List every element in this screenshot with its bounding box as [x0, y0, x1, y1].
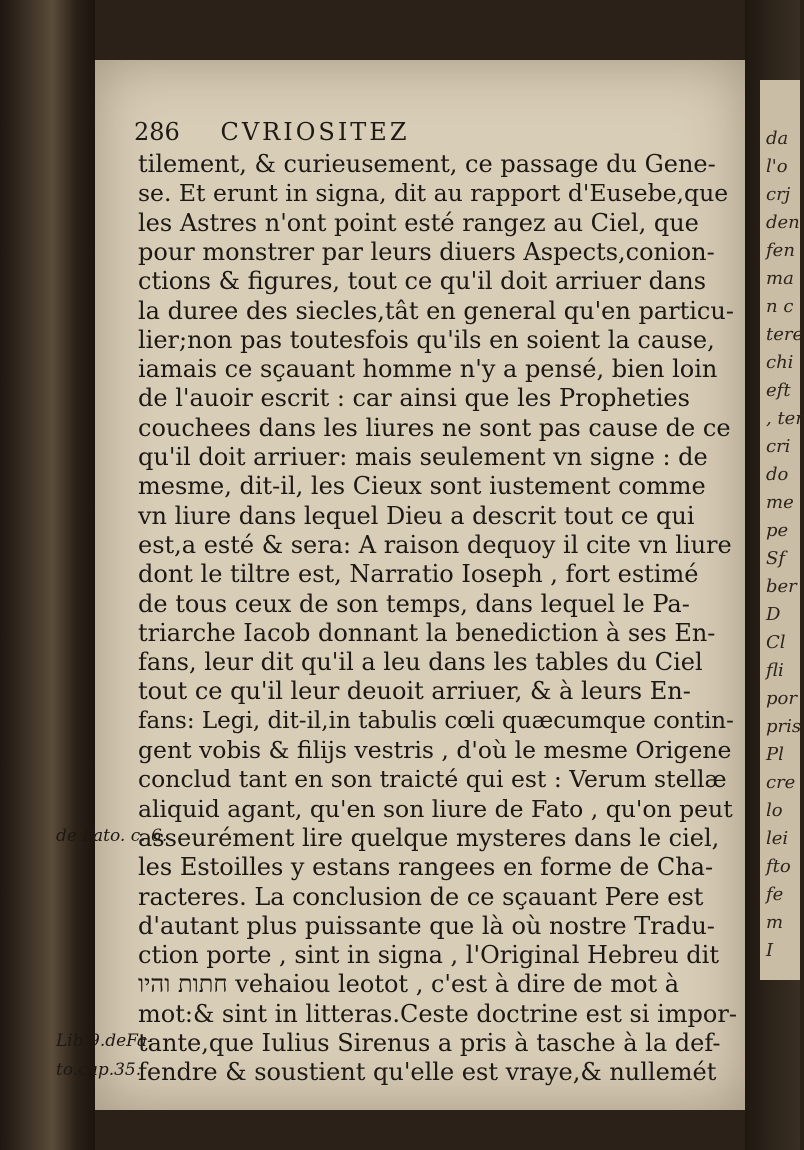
text-line: asseurément lire quelque mysteres dans le ciel,: [138, 823, 720, 852]
text-line: tante,que Iulius Sirenus a pris à tasche à la def-: [138, 1029, 721, 1057]
text-line: les Astres n'ont point esté rangez au Ciel, que: [138, 208, 699, 237]
facing-text-line: , ter: [766, 408, 804, 429]
text-line: les Estoilles y estans rangees en forme de Cha-: [138, 853, 714, 882]
facing-text-line: Sf: [766, 548, 785, 569]
facing-text-line: por: [766, 688, 797, 709]
text-line: se. Et erunt in signa, dit au rapport d'Eusebe,que: [138, 179, 729, 208]
facing-text-line: ma: [766, 268, 794, 289]
facing-text-line: pe: [766, 520, 789, 541]
facing-text-line: Pl: [766, 744, 784, 765]
text-line: dont le tiltre est, Narratio Ioseph , fort estimé: [138, 560, 699, 589]
facing-text-line: n c: [766, 296, 794, 317]
text-line: couchees dans les liures ne sont pas cause de ce: [138, 413, 731, 442]
facing-text-line: l'o: [766, 156, 788, 177]
text-line: ctions & figures, tout ce qu'il doit arriuer dans: [138, 267, 707, 296]
facing-text-line: den: [766, 212, 800, 233]
text-line: conclud tant en son traicté qui est : Verum stellæ: [138, 765, 727, 794]
facing-text-line: fto: [766, 856, 791, 877]
text-line: la duree des siecles,tât en general qu'en particu-: [138, 296, 734, 325]
text-line: racteres. La conclusion de ce sçauant Pere est: [138, 882, 704, 911]
margin-note: de Fato. c. 6.: [56, 825, 168, 846]
text-line: est,a esté & sera: A raison dequoy il cite vn liure: [138, 530, 732, 559]
facing-text-line: Cl: [766, 632, 786, 653]
text-line: aliquid agant, qu'en son liure de Fato , qu'on peut: [138, 794, 733, 823]
facing-page-fragment: [760, 80, 804, 980]
text-line: triarche Iacob donnant la benediction à ses En-: [138, 618, 716, 647]
text-line: pour monstrer par leurs diuers Aspects,conion-: [138, 237, 715, 266]
facing-text-line: do: [766, 464, 789, 485]
facing-text-line: lei: [766, 828, 789, 849]
facing-text-line: fen: [766, 240, 795, 261]
text-line: qu'il doit arriuer: mais seulement vn signe : de: [138, 443, 708, 471]
facing-text-line: ber: [766, 576, 797, 597]
facing-text-line: me: [766, 492, 794, 513]
text-line: mot:& sint in litteras.Ceste doctrine est si impor-: [138, 999, 737, 1028]
facing-text-line: cre: [766, 772, 796, 793]
text-line: iamais ce sçauant homme n'y a pensé, bien loin: [138, 355, 718, 384]
text-line: mesme, dit-il, les Cieux sont iustement comme: [138, 472, 706, 501]
facing-text-line: fe: [766, 884, 784, 905]
text-line: fendre & soustient qu'elle est vraye,& nullemét: [138, 1058, 717, 1087]
text-line: fans, leur dit qu'il a leu dans les tables du Ciel: [138, 648, 703, 677]
facing-text-line: tere: [766, 324, 804, 345]
text-line: חתות והיו vehaiou leotot , c'est à dire de mot à: [138, 970, 680, 999]
text-line: lier;non pas toutesfois qu'ils en soient la cause,: [138, 325, 715, 354]
facing-text-line: m: [766, 912, 784, 933]
margin-note: Lib.9.deFa-: [56, 1031, 153, 1051]
page-number: 286: [134, 118, 180, 146]
text-line: tout ce qu'il leur deuoit arriuer, & à leurs En-: [138, 677, 691, 706]
margin-note: to.cap.35.: [56, 1060, 142, 1081]
facing-text-line: lo: [766, 800, 783, 821]
facing-text-line: da: [766, 128, 789, 149]
book-gutter-left: [0, 0, 95, 1150]
text-line: tilement, & curieusement, ce passage du Gene-: [138, 150, 716, 178]
text-line: vn liure dans lequel Dieu a descrit tout ce qui: [138, 501, 695, 530]
facing-text-line: chi: [766, 352, 794, 373]
facing-text-line: eft: [766, 380, 791, 401]
text-line: de tous ceux de son temps, dans lequel le Pa-: [138, 589, 690, 618]
facing-text-line: D: [766, 604, 781, 625]
facing-text-line: crj: [766, 184, 791, 205]
running-head-title: CVRIOSITEZ: [220, 118, 410, 146]
text-line: fans: Legi, dit-il,in tabulis cœli quæcumque contin-: [138, 707, 734, 734]
facing-text-line: cri: [766, 436, 791, 457]
facing-text-line: pris: [766, 716, 802, 737]
facing-text-line: I: [766, 940, 774, 961]
text-line: de l'auoir escrit : car ainsi que les Propheties: [138, 384, 690, 413]
text-line: d'autant plus puissante que là où nostre Tradu-: [138, 911, 715, 940]
facing-text-line: fli: [766, 660, 784, 681]
running-head: [134, 118, 410, 146]
text-line: ction porte , sint in signa , l'Original Hebreu dit: [138, 941, 719, 970]
text-line: gent vobis & filijs vestris , d'où le mesme Origene: [138, 736, 732, 764]
